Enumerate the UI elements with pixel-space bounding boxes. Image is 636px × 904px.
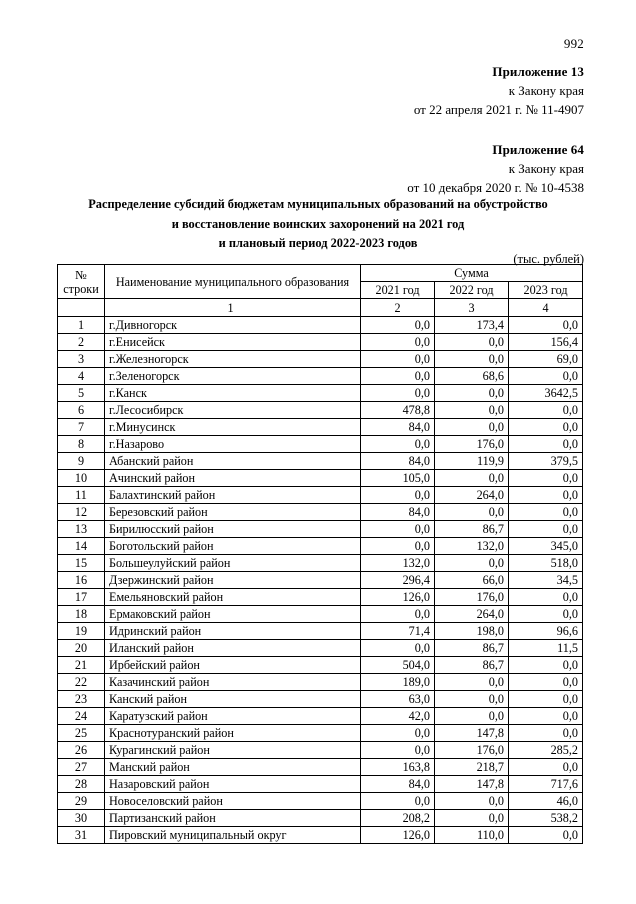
appendix-title: Приложение 64 [492, 142, 584, 157]
municipality-name-cell: Партизанский район [105, 810, 361, 827]
row-number-cell: 15 [58, 555, 105, 572]
appendix-date-line: от 10 декабря 2020 г. № 10-4538 [407, 180, 584, 195]
municipality-name-cell: Иланский район [105, 640, 361, 657]
amount-2022-cell: 0,0 [435, 708, 509, 725]
amount-2023-cell: 3642,5 [509, 385, 583, 402]
amount-2021-cell: 71,4 [361, 623, 435, 640]
appendix-reference-13 [414, 62, 584, 119]
appendix-law-line: к Закону края [508, 83, 584, 98]
amount-2022-cell: 176,0 [435, 436, 509, 453]
column-numbering-row [58, 299, 583, 317]
amount-2021-cell: 0,0 [361, 521, 435, 538]
amount-2022-cell: 264,0 [435, 487, 509, 504]
units-note: (тыс. рублей) [513, 252, 584, 266]
amount-2021-cell: 189,0 [361, 674, 435, 691]
amount-2023-cell: 0,0 [509, 725, 583, 742]
municipality-name-cell: Пировский муниципальный округ [105, 827, 361, 844]
appendix-date-line: от 22 апреля 2021 г. № 11-4907 [413, 102, 584, 117]
amount-2021-cell: 0,0 [361, 334, 435, 351]
row-number-cell: 25 [58, 725, 105, 742]
row-number-cell: 22 [58, 674, 105, 691]
table-row [58, 487, 583, 504]
column-header-sum: Сумма [361, 265, 583, 282]
amount-2022-cell: 132,0 [435, 538, 509, 555]
amount-2022-cell: 0,0 [435, 674, 509, 691]
row-number-cell: 2 [58, 334, 105, 351]
column-header-row-number-line2: строки [63, 281, 99, 296]
table-row [58, 640, 583, 657]
amount-2022-cell: 173,4 [435, 317, 509, 334]
amount-2022-cell: 218,7 [435, 759, 509, 776]
table-row [58, 708, 583, 725]
amount-2021-cell: 0,0 [361, 487, 435, 504]
municipality-name-cell: г.Назарово [105, 436, 361, 453]
row-number-cell: 31 [58, 827, 105, 844]
amount-2022-cell: 110,0 [435, 827, 509, 844]
table-row [58, 538, 583, 555]
amount-2023-cell: 0,0 [509, 589, 583, 606]
amount-2021-cell: 0,0 [361, 317, 435, 334]
amount-2022-cell: 198,0 [435, 623, 509, 640]
municipality-name-cell: Манский район [105, 759, 361, 776]
row-number-cell: 24 [58, 708, 105, 725]
amount-2021-cell: 163,8 [361, 759, 435, 776]
municipality-name-cell: Большеулуйский район [105, 555, 361, 572]
amount-2023-cell: 345,0 [509, 538, 583, 555]
amount-2023-cell: 717,6 [509, 776, 583, 793]
numbering-cell-year-2021: 2 [361, 299, 435, 317]
amount-2023-cell: 0,0 [509, 402, 583, 419]
amount-2022-cell: 119,9 [435, 453, 509, 470]
row-number-cell: 11 [58, 487, 105, 504]
document-title-line-3: и плановый период 2022-2023 годов [218, 236, 418, 250]
numbering-cell-year-2023: 4 [509, 299, 583, 317]
amount-2022-cell: 66,0 [435, 572, 509, 589]
table-header [58, 265, 583, 299]
table-row [58, 521, 583, 538]
amount-2021-cell: 84,0 [361, 504, 435, 521]
municipality-name-cell: Каратузский район [105, 708, 361, 725]
row-number-cell: 7 [58, 419, 105, 436]
municipality-name-cell: Идринский район [105, 623, 361, 640]
amount-2021-cell: 132,0 [361, 555, 435, 572]
amount-2023-cell: 518,0 [509, 555, 583, 572]
row-number-cell: 12 [58, 504, 105, 521]
municipality-name-cell: Боготольский район [105, 538, 361, 555]
amount-2022-cell: 0,0 [435, 334, 509, 351]
amount-2021-cell: 0,0 [361, 725, 435, 742]
amount-2023-cell: 0,0 [509, 606, 583, 623]
table-row [58, 742, 583, 759]
amount-2021-cell: 0,0 [361, 368, 435, 385]
table-row [58, 334, 583, 351]
amount-2022-cell: 0,0 [435, 810, 509, 827]
amount-2021-cell: 126,0 [361, 589, 435, 606]
appendix-law-line: к Закону края [508, 161, 584, 176]
amount-2023-cell: 11,5 [509, 640, 583, 657]
table-row [58, 470, 583, 487]
row-number-cell: 10 [58, 470, 105, 487]
table-row [58, 555, 583, 572]
municipality-name-cell: Назаровский район [105, 776, 361, 793]
amount-2023-cell: 0,0 [509, 419, 583, 436]
row-number-cell: 3 [58, 351, 105, 368]
table-row [58, 623, 583, 640]
column-header-row-number [58, 265, 105, 299]
municipality-name-cell: Канский район [105, 691, 361, 708]
municipality-name-cell: г.Зеленогорск [105, 368, 361, 385]
amount-2022-cell: 264,0 [435, 606, 509, 623]
row-number-cell: 17 [58, 589, 105, 606]
amount-2023-cell: 0,0 [509, 436, 583, 453]
column-header-year-2022: 2022 год [435, 282, 509, 299]
amount-2021-cell: 105,0 [361, 470, 435, 487]
appendix-title: Приложение 13 [492, 64, 584, 79]
amount-2023-cell: 156,4 [509, 334, 583, 351]
amount-2023-cell: 0,0 [509, 674, 583, 691]
municipality-name-cell: г.Канск [105, 385, 361, 402]
amount-2023-cell: 46,0 [509, 793, 583, 810]
row-number-cell: 20 [58, 640, 105, 657]
amount-2021-cell: 208,2 [361, 810, 435, 827]
municipality-name-cell: г.Железногорск [105, 351, 361, 368]
amount-2021-cell: 0,0 [361, 436, 435, 453]
table-row [58, 453, 583, 470]
column-header-municipality-name: Наименование муниципального образования [105, 265, 361, 299]
amount-2021-cell: 0,0 [361, 351, 435, 368]
amount-2023-cell: 0,0 [509, 521, 583, 538]
amount-2022-cell: 0,0 [435, 793, 509, 810]
amount-2023-cell: 285,2 [509, 742, 583, 759]
appendix-reference-64 [407, 140, 584, 197]
amount-2023-cell: 0,0 [509, 504, 583, 521]
table-row [58, 368, 583, 385]
column-header-row-number-line1: № [75, 267, 87, 282]
amount-2021-cell: 84,0 [361, 776, 435, 793]
row-number-cell: 9 [58, 453, 105, 470]
numbering-cell-row-number [58, 299, 105, 317]
amount-2022-cell: 86,7 [435, 521, 509, 538]
amount-2023-cell: 0,0 [509, 708, 583, 725]
table-body [58, 299, 583, 844]
table-row [58, 674, 583, 691]
amount-2023-cell: 69,0 [509, 351, 583, 368]
table-row [58, 589, 583, 606]
amount-2022-cell: 86,7 [435, 640, 509, 657]
row-number-cell: 26 [58, 742, 105, 759]
table-row [58, 572, 583, 589]
municipality-name-cell: г.Енисейск [105, 334, 361, 351]
row-number-cell: 1 [58, 317, 105, 334]
amount-2022-cell: 147,8 [435, 776, 509, 793]
table-row [58, 606, 583, 623]
municipality-name-cell: Березовский район [105, 504, 361, 521]
amount-2023-cell: 0,0 [509, 827, 583, 844]
amount-2023-cell: 96,6 [509, 623, 583, 640]
numbering-cell-name: 1 [105, 299, 361, 317]
amount-2023-cell: 0,0 [509, 657, 583, 674]
subsidy-table-wrapper [57, 264, 583, 844]
amount-2022-cell: 0,0 [435, 555, 509, 572]
row-number-cell: 8 [58, 436, 105, 453]
municipality-name-cell: Абанский район [105, 453, 361, 470]
amount-2021-cell: 478,8 [361, 402, 435, 419]
amount-2021-cell: 42,0 [361, 708, 435, 725]
row-number-cell: 18 [58, 606, 105, 623]
amount-2023-cell: 0,0 [509, 470, 583, 487]
amount-2022-cell: 0,0 [435, 419, 509, 436]
amount-2021-cell: 0,0 [361, 640, 435, 657]
municipality-name-cell: Емельяновский район [105, 589, 361, 606]
amount-2023-cell: 538,2 [509, 810, 583, 827]
amount-2022-cell: 86,7 [435, 657, 509, 674]
row-number-cell: 14 [58, 538, 105, 555]
municipality-name-cell: Новоселовский район [105, 793, 361, 810]
amount-2021-cell: 296,4 [361, 572, 435, 589]
row-number-cell: 30 [58, 810, 105, 827]
table-row [58, 402, 583, 419]
amount-2022-cell: 0,0 [435, 470, 509, 487]
amount-2021-cell: 0,0 [361, 385, 435, 402]
row-number-cell: 4 [58, 368, 105, 385]
amount-2021-cell: 63,0 [361, 691, 435, 708]
document-title-line-1: Распределение субсидий бюджетам муниципальных образований на обустройство [88, 197, 548, 211]
row-number-cell: 21 [58, 657, 105, 674]
amount-2021-cell: 0,0 [361, 538, 435, 555]
table-row [58, 351, 583, 368]
row-number-cell: 19 [58, 623, 105, 640]
amount-2021-cell: 126,0 [361, 827, 435, 844]
municipality-name-cell: Ирбейский район [105, 657, 361, 674]
table-row [58, 793, 583, 810]
municipality-name-cell: г.Лесосибирск [105, 402, 361, 419]
row-number-cell: 27 [58, 759, 105, 776]
table-row [58, 317, 583, 334]
row-number-cell: 6 [58, 402, 105, 419]
table-row [58, 810, 583, 827]
row-number-cell: 16 [58, 572, 105, 589]
amount-2022-cell: 68,6 [435, 368, 509, 385]
amount-2023-cell: 34,5 [509, 572, 583, 589]
table-row [58, 504, 583, 521]
page-number: 992 [563, 36, 584, 51]
column-header-year-2023: 2023 год [509, 282, 583, 299]
row-number-cell: 5 [58, 385, 105, 402]
municipality-name-cell: Краснотуранский район [105, 725, 361, 742]
amount-2021-cell: 84,0 [361, 419, 435, 436]
amount-2022-cell: 0,0 [435, 385, 509, 402]
table-row [58, 419, 583, 436]
municipality-name-cell: г.Минусинск [105, 419, 361, 436]
amount-2023-cell: 379,5 [509, 453, 583, 470]
municipality-name-cell: Ачинский район [105, 470, 361, 487]
row-number-cell: 13 [58, 521, 105, 538]
amount-2023-cell: 0,0 [509, 487, 583, 504]
column-header-year-2021: 2021 год [361, 282, 435, 299]
amount-2022-cell: 0,0 [435, 504, 509, 521]
amount-2021-cell: 84,0 [361, 453, 435, 470]
row-number-cell: 28 [58, 776, 105, 793]
table-row [58, 436, 583, 453]
numbering-cell-year-2022: 3 [435, 299, 509, 317]
table-row [58, 385, 583, 402]
amount-2022-cell: 0,0 [435, 691, 509, 708]
amount-2022-cell: 0,0 [435, 402, 509, 419]
table-header-row-main [58, 265, 583, 282]
row-number-cell: 29 [58, 793, 105, 810]
amount-2021-cell: 0,0 [361, 742, 435, 759]
amount-2023-cell: 0,0 [509, 368, 583, 385]
municipality-name-cell: Бирилюсский район [105, 521, 361, 538]
municipality-name-cell: г.Дивногорск [105, 317, 361, 334]
amount-2021-cell: 0,0 [361, 606, 435, 623]
amount-2022-cell: 147,8 [435, 725, 509, 742]
amount-2023-cell: 0,0 [509, 691, 583, 708]
municipality-name-cell: Дзержинский район [105, 572, 361, 589]
row-number-cell: 23 [58, 691, 105, 708]
amount-2023-cell: 0,0 [509, 759, 583, 776]
document-title [0, 195, 636, 254]
table-row [58, 776, 583, 793]
amount-2021-cell: 0,0 [361, 793, 435, 810]
table-row [58, 657, 583, 674]
table-row [58, 827, 583, 844]
subsidy-table [57, 264, 583, 844]
municipality-name-cell: Казачинский район [105, 674, 361, 691]
amount-2022-cell: 176,0 [435, 589, 509, 606]
municipality-name-cell: Курагинский район [105, 742, 361, 759]
amount-2022-cell: 0,0 [435, 351, 509, 368]
amount-2021-cell: 504,0 [361, 657, 435, 674]
document-title-line-2: и восстановление воинских захоронений на 2021 год [171, 216, 465, 231]
table-row [58, 725, 583, 742]
municipality-name-cell: Балахтинский район [105, 487, 361, 504]
municipality-name-cell: Ермаковский район [105, 606, 361, 623]
table-row [58, 691, 583, 708]
table-row [58, 759, 583, 776]
amount-2023-cell: 0,0 [509, 317, 583, 334]
amount-2022-cell: 176,0 [435, 742, 509, 759]
